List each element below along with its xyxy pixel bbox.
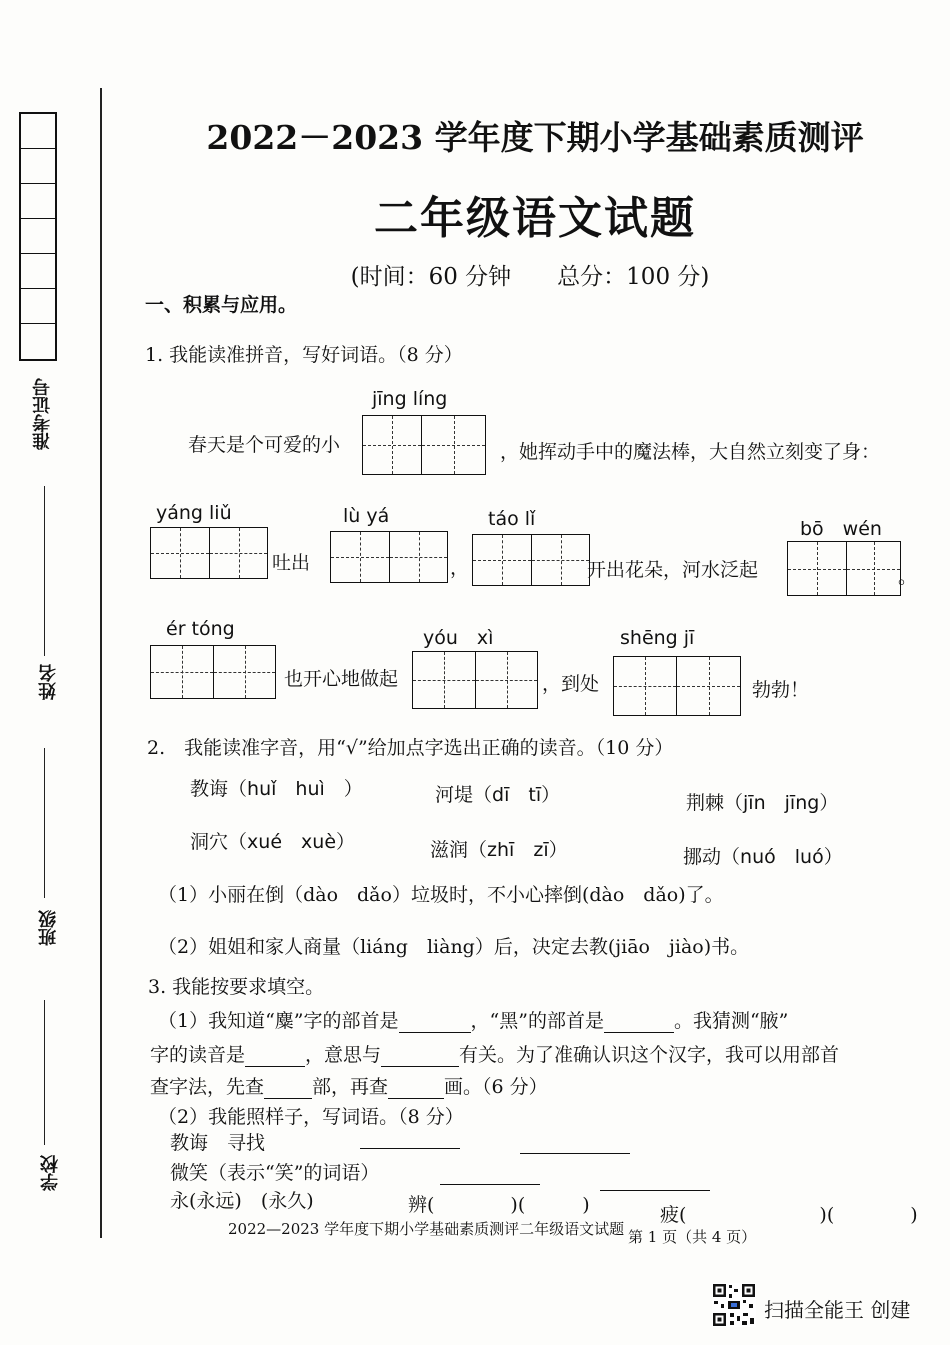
q3-example-words: 教诲 寻找 bbox=[170, 1132, 266, 1154]
answer-box-ertong[interactable] bbox=[150, 645, 276, 699]
blank-ye-meaning[interactable] bbox=[381, 1066, 459, 1067]
blank-mi-radical[interactable] bbox=[399, 1032, 471, 1033]
blank-word-1[interactable] bbox=[360, 1148, 460, 1149]
q1-text-tuchu: 吐出 bbox=[272, 552, 311, 574]
answer-box-shengji[interactable] bbox=[613, 656, 741, 716]
footer-exam-name: 2022—2023 学年度下期小学基础素质测评二年级语文试题 bbox=[228, 1220, 625, 1238]
q2-item-word: 滋润（zhī zī） bbox=[430, 839, 568, 861]
question-2-prompt: 2. 我能读准字音，用“√”给加点字选出正确的读音。（10 分） bbox=[147, 737, 674, 759]
question-1-prompt: 1. 我能读准拼音，写好词语。（8 分） bbox=[145, 344, 463, 366]
q1-text-kaichu: 开出花朵，河水泛起 bbox=[587, 559, 759, 581]
answer-box-bowen[interactable] bbox=[787, 541, 901, 596]
q2-item-word: 河堤（dī tī） bbox=[435, 784, 561, 806]
class-label: 班级 bbox=[38, 910, 59, 946]
q1-text-daochu: ，到处 bbox=[542, 673, 600, 695]
blank-radical-lookup[interactable] bbox=[264, 1098, 312, 1099]
q3-part1-line2: 字的读音是 ，意思与 有关。为了准确认识这个汉字，我可以用部首 bbox=[150, 1044, 840, 1066]
blank-smile-word-1[interactable] bbox=[440, 1184, 540, 1185]
name-label: 姓名 bbox=[38, 664, 59, 700]
q2-sentence-2: （2）姐姐和家人商量（liáng liàng）后，决定去教(jiāo jiào)书。 bbox=[158, 936, 750, 958]
exam-number-line bbox=[44, 486, 45, 656]
qr-code-icon bbox=[712, 1283, 756, 1327]
q2-item-word: 教诲（huǐ huì ） bbox=[190, 778, 363, 800]
exam-title: 2022－2023 学年度下期小学基础素质测评 bbox=[206, 118, 864, 157]
q3-example-smile: 微笑（表示“笑”的词语） bbox=[170, 1162, 380, 1184]
q3-part2-prompt: （2）我能照样子，写词语。（8 分） bbox=[158, 1106, 464, 1128]
q1-comma: ， bbox=[450, 557, 470, 579]
time-and-score: (时间：60 分钟 总分：100 分) bbox=[350, 264, 710, 290]
blank-ye-reading[interactable] bbox=[245, 1066, 305, 1067]
answer-box-yangliu[interactable] bbox=[150, 527, 268, 579]
blank-hei-radical[interactable] bbox=[604, 1032, 674, 1033]
pinyin-luya: lù yá bbox=[343, 505, 390, 527]
answer-box-youxi[interactable] bbox=[412, 651, 538, 709]
q1-text-bobo: 勃勃！ bbox=[752, 679, 810, 701]
q1-text-after: ，她挥动手中的魔法棒，大自然立刻变了身： bbox=[500, 441, 881, 463]
q3-example-yong: 永(永远) (永久) bbox=[170, 1190, 314, 1212]
exam-number-label: 准考证号 bbox=[32, 378, 53, 450]
answer-box-luya[interactable] bbox=[330, 531, 448, 583]
blank-smile-word-2[interactable] bbox=[600, 1190, 710, 1191]
pinyin-jingling: jīng líng bbox=[372, 388, 448, 410]
section-heading: 一、积累与应用。 bbox=[145, 294, 298, 316]
q2-item-word: 挪动（nuó luó） bbox=[683, 846, 843, 868]
q3-bian-blanks[interactable]: 辨( )( ) bbox=[408, 1194, 590, 1216]
q3-part1-line1: （1）我知道“麋”字的部首是 ，“黑”的部首是 。我猜测“腋” bbox=[158, 1010, 789, 1032]
q1-period: 。 bbox=[898, 566, 918, 588]
answer-box-taoli[interactable] bbox=[472, 534, 590, 586]
pinyin-ertong: ér tóng bbox=[166, 618, 235, 640]
exam-subject-title: 二年级语文试题 bbox=[374, 193, 696, 244]
pinyin-yangliu: yáng liǔ bbox=[156, 502, 232, 524]
q1-text-yekaixin: 也开心地做起 bbox=[284, 668, 399, 690]
scanner-watermark-text: 扫描全能王 创建 bbox=[764, 1298, 911, 1322]
pinyin-youxi: yóu xì bbox=[423, 627, 494, 649]
q2-item-word: 荆棘（jīn jīng） bbox=[686, 792, 839, 814]
class-line bbox=[44, 1000, 45, 1145]
pinyin-taoli: táo lǐ bbox=[488, 508, 536, 530]
q2-sentence-1: （1）小丽在倒（dào dǎo）垃圾时，不小心摔倒(dào dǎo)了。 bbox=[158, 884, 724, 906]
name-line bbox=[44, 748, 45, 898]
pinyin-shengji: shēng jī bbox=[620, 627, 695, 649]
pinyin-bowen: bō wén bbox=[800, 518, 882, 540]
blank-word-2[interactable] bbox=[520, 1153, 630, 1154]
blank-stroke-count[interactable] bbox=[388, 1098, 444, 1099]
school-label: 学校 bbox=[40, 1155, 61, 1191]
q2-item-word: 洞穴（xué xuè） bbox=[190, 831, 356, 853]
answer-box-jingling[interactable] bbox=[362, 415, 486, 475]
footer-page-info: 第 1 页（共 4 页） bbox=[628, 1228, 757, 1246]
question-3-prompt: 3. 我能按要求填空。 bbox=[148, 976, 325, 998]
q3-pi-blanks[interactable]: 疲( )( ) bbox=[660, 1204, 918, 1226]
q1-text-intro: 春天是个可爱的小 bbox=[188, 434, 341, 456]
q3-part1-line3: 查字法，先查 部，再查 画。（6 分） bbox=[150, 1076, 548, 1098]
